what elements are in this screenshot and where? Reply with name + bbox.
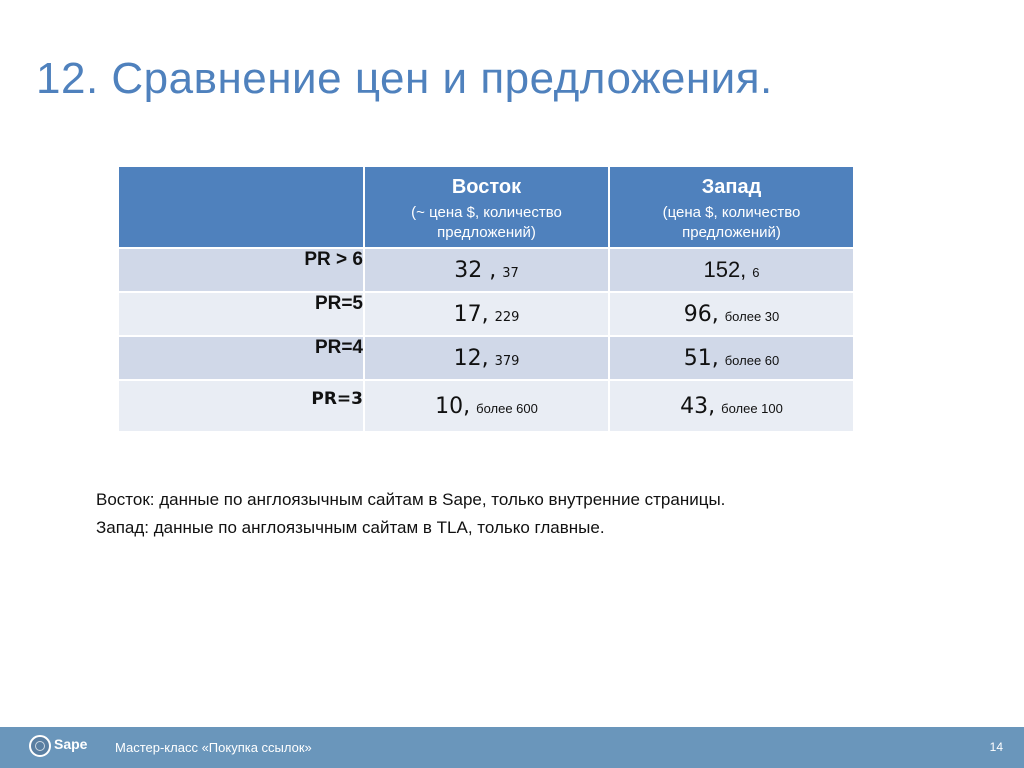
header-west-subtitle: (цена $, количество предложений) <box>662 204 801 241</box>
west-cell <box>609 380 854 432</box>
notes <box>96 486 725 542</box>
east-price: 32 , <box>454 257 497 283</box>
table-row <box>118 380 854 432</box>
west-count: более 100 <box>721 400 783 416</box>
table-row <box>118 292 854 336</box>
east-cell <box>364 380 609 432</box>
footer-bar <box>0 727 1024 768</box>
footer-caption: Мастер-класс «Покупка ссылок» <box>115 740 312 755</box>
west-count: более 60 <box>724 352 780 368</box>
west-price: 51, <box>683 345 719 371</box>
row-label: PR=5 <box>118 292 364 336</box>
east-cell <box>364 292 609 336</box>
west-cell <box>609 336 854 380</box>
logo-text: Sape <box>54 736 88 752</box>
west-cell <box>609 292 854 336</box>
east-count: более 600 <box>476 400 538 416</box>
east-count: 229 <box>494 309 520 325</box>
west-price: 96, <box>683 301 719 327</box>
west-cell <box>609 248 854 292</box>
slide-title: 12. Сравнение цен и предложения. <box>36 54 773 103</box>
west-price: 152, <box>703 257 747 282</box>
sape-logo-icon <box>29 735 51 757</box>
table-row <box>118 248 854 292</box>
west-count: более 30 <box>724 308 780 324</box>
header-empty-cell <box>118 166 364 248</box>
header-east-title: Восток <box>451 176 522 198</box>
table-row <box>118 336 854 380</box>
note-west: Запад: данные по англоязычным сайтам в TLA, только главные. <box>96 518 605 537</box>
west-price: 43, <box>680 393 716 419</box>
east-cell <box>364 336 609 380</box>
row-label: PR=3 <box>118 380 364 432</box>
west-count: 6 <box>752 265 760 280</box>
header-east-subtitle: (~ цена $, количество предложений) <box>411 204 562 241</box>
header-west <box>609 166 854 248</box>
east-price: 17, <box>453 301 489 327</box>
row-label: PR=4 <box>118 336 364 380</box>
row-label: PR > 6 <box>118 248 364 292</box>
page-number: 14 <box>989 740 1003 754</box>
east-price: 12, <box>453 345 489 371</box>
table-header-row <box>118 166 854 248</box>
east-price: 10, <box>435 393 471 419</box>
east-cell <box>364 248 609 292</box>
east-count: 37 <box>502 265 519 281</box>
note-east: Восток: данные по англоязычным сайтам в Sape, только внутренние страницы. <box>96 490 726 509</box>
header-west-title: Запад <box>701 176 762 198</box>
price-comparison-table <box>117 165 855 433</box>
header-east <box>364 166 609 248</box>
east-count: 379 <box>494 353 520 369</box>
